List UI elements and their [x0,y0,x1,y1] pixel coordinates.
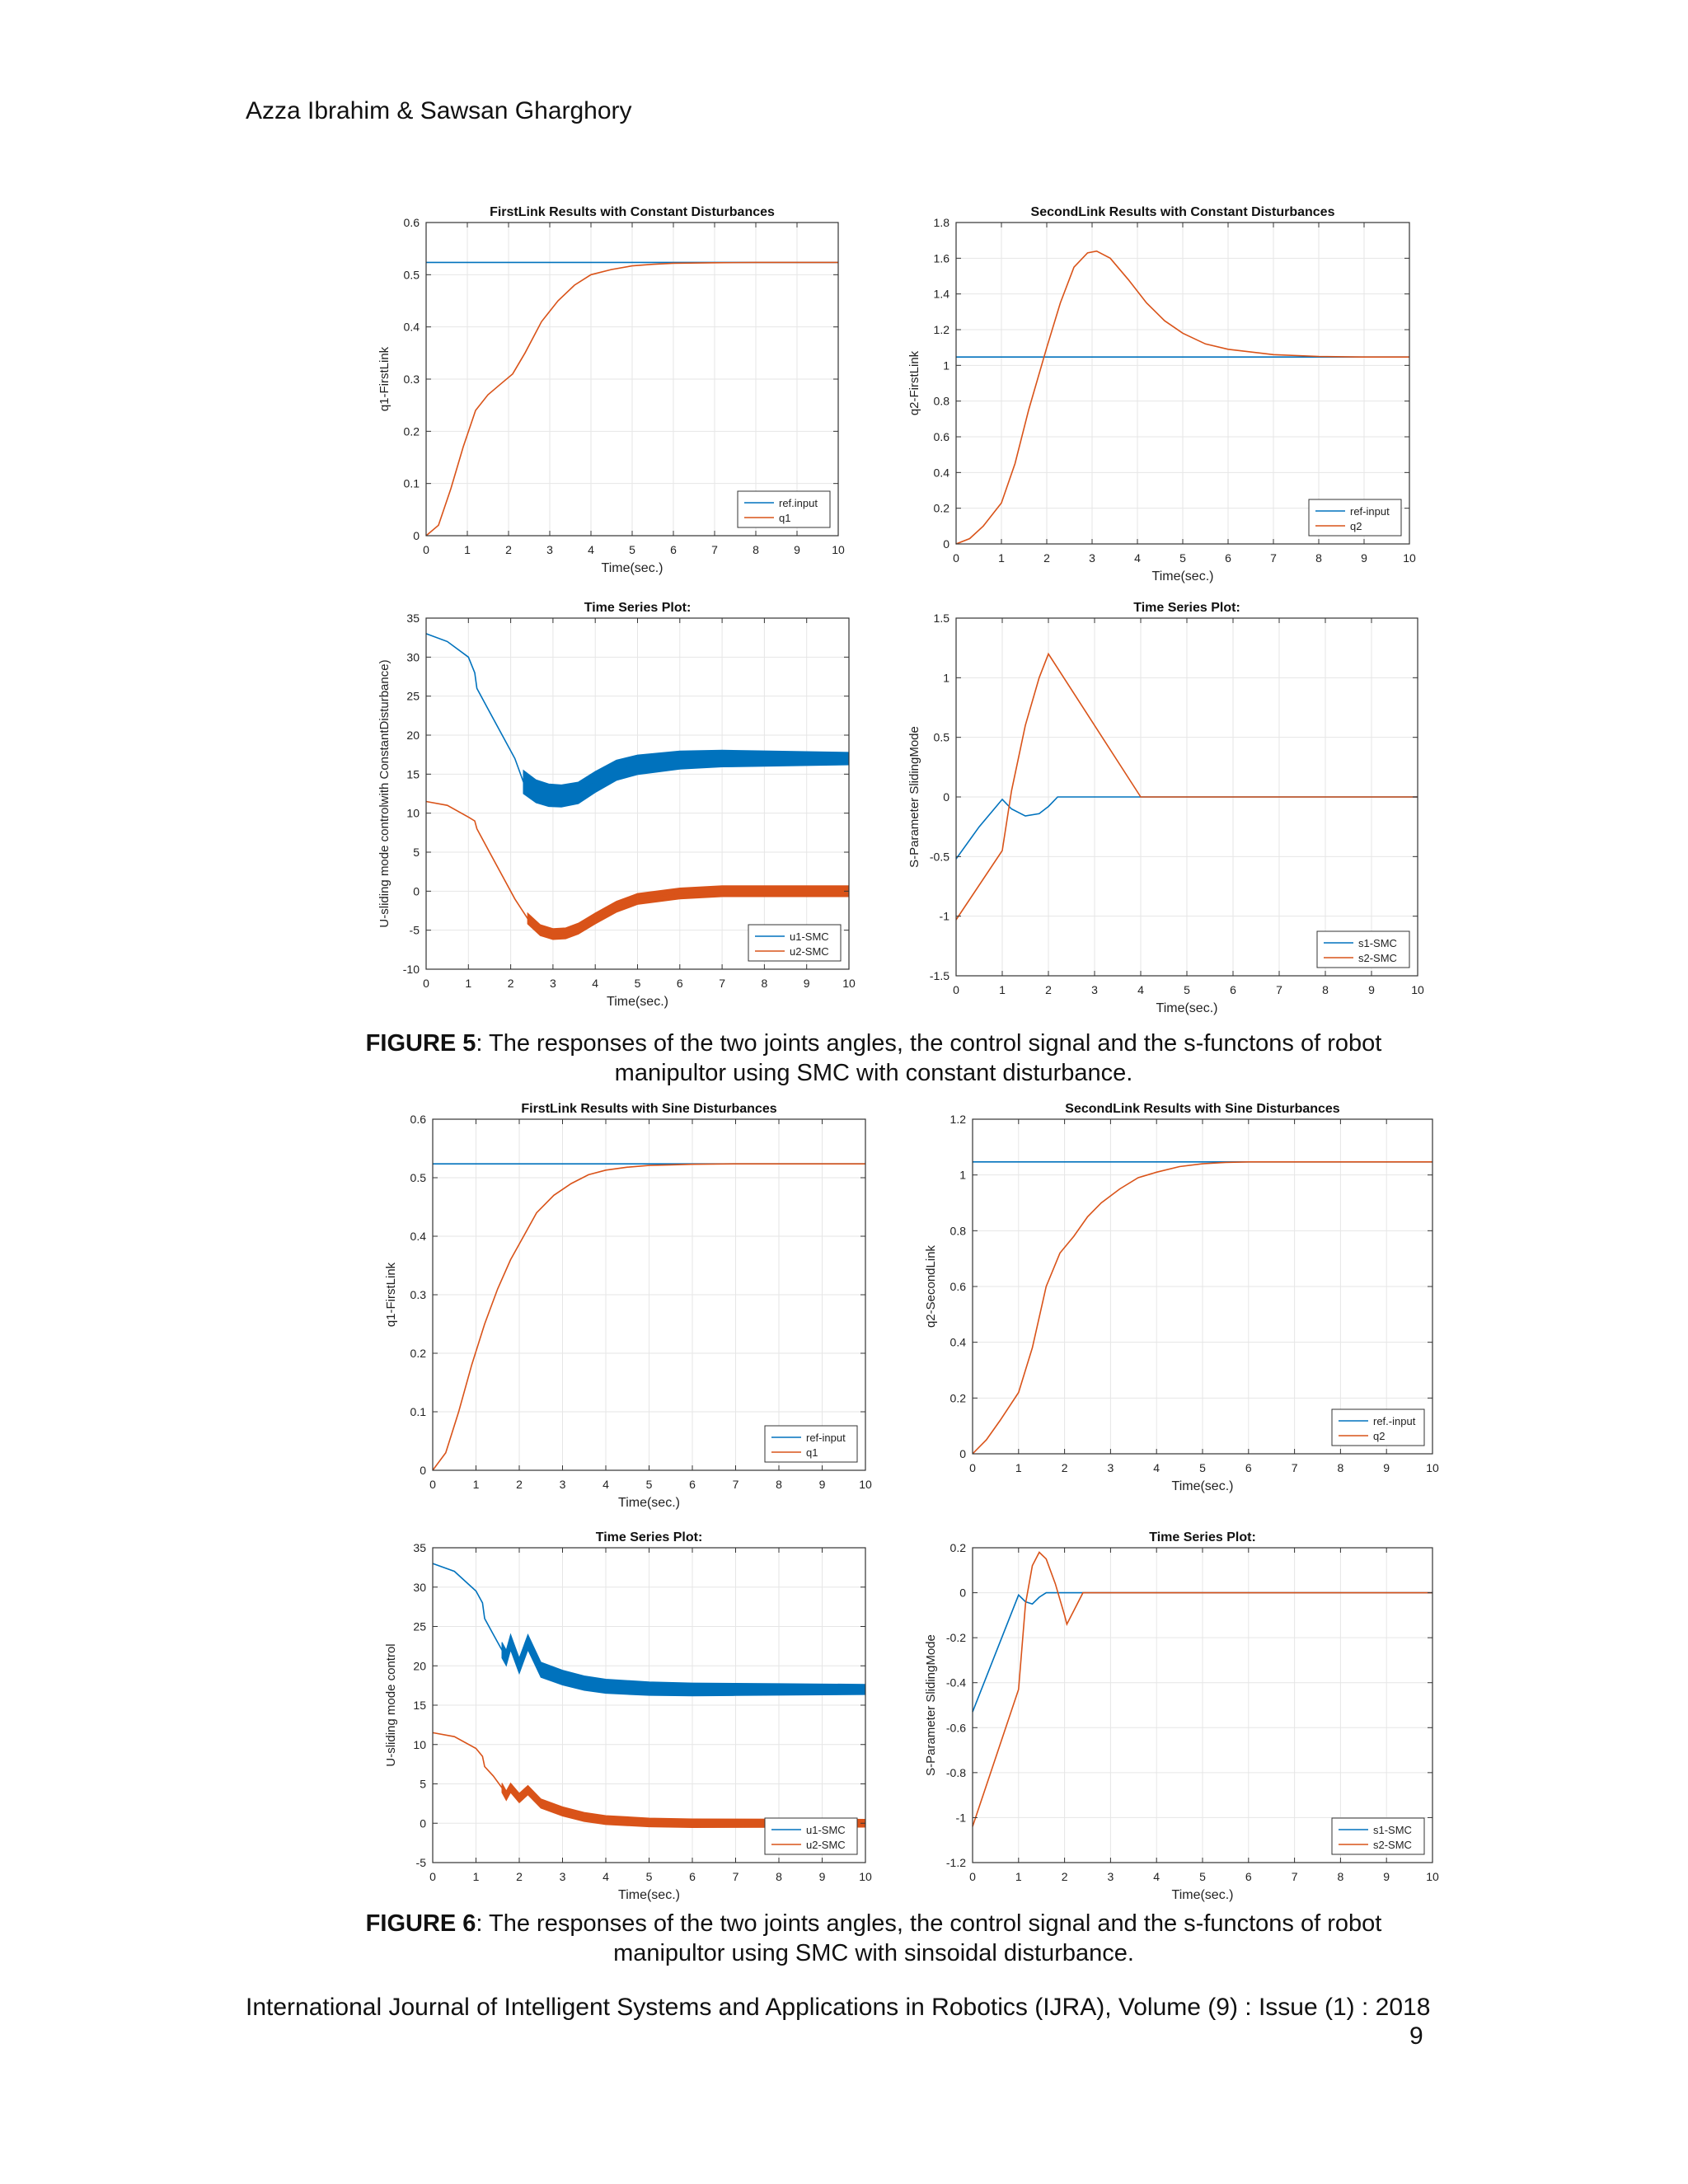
chart-svg [923,1098,1451,1526]
x-tick-label: 5 [1199,1870,1206,1883]
y-tick-label: 0.4 [403,320,420,334]
x-tick-label: 4 [588,543,594,556]
legend [1332,1409,1424,1446]
chart-title: FirstLink Results with Constant Disturbances [490,205,775,219]
y-tick-label: 0.6 [403,216,420,229]
chart-secondlink-sine [923,1098,1451,1526]
chart-title: FirstLink Results with Sine Disturbances [521,1102,777,1116]
x-tick-label: 4 [1134,551,1141,565]
y-tick-label: 0.5 [403,268,420,282]
y-tick-label: 0.2 [950,1541,966,1554]
x-tick-label: 0 [969,1461,976,1474]
y-tick-label: -0.8 [945,1765,966,1779]
page-number: 9 [1409,2022,1423,2050]
y-tick-label: 25 [406,689,420,703]
chart-svg [375,1098,903,1526]
x-tick-label: 5 [1199,1461,1206,1474]
y-tick-label: -1.2 [945,1856,966,1869]
y-tick-label: 0.3 [410,1288,426,1301]
x-tick-label: 10 [832,543,845,556]
figure-5-text: : The responses of the two joints angles, the control signal and the s-functons of robot manipultor using SMC with constant disturbance. [476,1030,1382,1086]
x-tick-label: 8 [753,543,759,556]
x-tick-label: 1 [999,983,1006,996]
x-tick-label: 3 [1089,551,1095,565]
chart-secondlink-constant [907,201,1434,597]
chart-title: SecondLink Results with Constant Disturbances [1030,205,1335,219]
chart-title: Time Series Plot: [1149,1530,1256,1544]
x-tick-label: 4 [1153,1461,1160,1474]
y-tick-label: 0.5 [410,1171,426,1184]
x-tick-label: 1 [998,551,1005,565]
y-tick-label: -5 [415,1856,426,1869]
x-tick-label: 5 [1179,551,1186,565]
legend [1317,931,1409,968]
x-axis-label: Time(sec.) [601,561,663,575]
y-tick-label: 0.3 [403,373,420,386]
x-tick-label: 8 [761,977,768,990]
y-tick-label: 1.8 [933,216,950,229]
chart-title: Time Series Plot: [1133,601,1240,615]
y-tick-label: -0.5 [929,850,950,864]
x-tick-label: 2 [516,1478,523,1491]
x-tick-label: 2 [1045,983,1052,996]
y-tick-label: 0 [943,790,950,804]
y-axis-label: q2-FirstLink [907,350,921,416]
y-tick-label: 35 [413,1541,426,1554]
x-tick-label: 3 [1091,983,1098,996]
y-axis-label: q1-FirstLink [384,1262,398,1328]
legend-label: s1-SMC [1373,1824,1412,1836]
y-tick-label: 20 [413,1659,426,1673]
legend-label: q2 [1373,1430,1386,1442]
x-axis-label: Time(sec.) [1171,1479,1234,1493]
x-tick-label: 6 [1245,1461,1252,1474]
x-tick-label: 8 [1337,1870,1344,1883]
y-tick-label: 0.5 [933,730,950,744]
legend-label: u1-SMC [790,930,829,943]
legend-label: ref.-input [1373,1415,1416,1427]
y-tick-label: 1 [943,359,950,373]
x-tick-label: 7 [732,1478,739,1491]
x-tick-label: 6 [676,977,683,990]
legend [748,925,841,961]
chart-svg [375,1526,903,1914]
y-tick-label: 1.2 [933,323,950,336]
x-axis-label: Time(sec.) [1171,1888,1234,1902]
x-tick-label: 5 [645,1478,653,1491]
y-tick-label: -1.5 [929,969,950,982]
figure-6-text: : The responses of the two joints angles, the control signal and the s-functons of robot manipultor using SMC with sinsoidal disturbance. [476,1910,1382,1966]
x-tick-label: 7 [1291,1461,1298,1474]
x-tick-label: 4 [603,1478,609,1491]
journal-footer: International Journal of Intelligent Systems and Applications in Robotics (IJRA), Volume (9) : Issue (1) : 2018 [246,1994,1431,2021]
legend-label: u2-SMC [790,945,829,958]
x-tick-label: 0 [423,543,429,556]
y-tick-label: 0 [959,1447,966,1460]
y-tick-label: 0.6 [410,1113,426,1126]
legend-label: q1 [779,512,791,524]
y-axis-label: U-sliding mode control [384,1643,398,1767]
x-tick-label: 7 [711,543,718,556]
x-tick-label: 9 [818,1870,826,1883]
y-tick-label: 25 [413,1619,426,1633]
x-tick-label: 9 [1383,1870,1390,1883]
y-tick-label: -0.6 [945,1721,966,1735]
y-axis-label: S-Parameter SlidingMode [924,1634,938,1776]
legend [765,1426,857,1462]
chart-control-signal-sine [375,1526,903,1914]
x-tick-label: 8 [1337,1461,1344,1474]
x-tick-label: 2 [516,1870,523,1883]
y-axis-label: S-Parameter SlidingMode [907,726,921,868]
y-tick-label: 0 [420,1464,426,1477]
x-tick-label: 4 [603,1870,609,1883]
figure-5-label: FIGURE 5 [365,1030,476,1057]
legend-label: s1-SMC [1358,937,1397,949]
x-tick-label: 6 [689,1870,696,1883]
x-tick-label: 2 [505,543,512,556]
chart-svg [375,201,870,575]
legend-label: s2-SMC [1358,952,1397,964]
chart-svg [923,1526,1451,1914]
y-tick-label: 1.4 [933,287,950,301]
x-tick-label: 6 [670,543,677,556]
x-tick-label: 3 [1107,1461,1114,1474]
x-tick-label: 8 [1315,551,1322,565]
x-axis-label: Time(sec.) [1151,569,1214,583]
x-tick-label: 0 [953,983,959,996]
y-tick-label: 0 [420,1816,426,1830]
y-tick-label: -0.4 [945,1675,966,1690]
x-tick-label: 9 [1368,983,1375,996]
x-tick-label: 0 [969,1870,976,1883]
x-tick-label: 1 [472,1870,480,1883]
y-tick-label: 0 [959,1586,966,1600]
x-tick-label: 6 [689,1478,696,1491]
x-axis-label: Time(sec.) [607,995,668,1009]
y-tick-label: -1 [939,909,950,923]
x-tick-label: 1 [464,543,471,556]
y-tick-label: 0.6 [933,430,950,443]
y-tick-label: 0.4 [410,1230,426,1243]
chart-title: Time Series Plot: [595,1530,703,1544]
x-tick-label: 9 [1361,551,1367,565]
y-tick-label: 1.5 [933,612,950,625]
x-tick-label: 3 [1107,1870,1114,1883]
x-tick-label: 4 [1153,1870,1160,1883]
x-tick-label: 7 [732,1870,739,1883]
legend-label: s2-SMC [1373,1839,1412,1851]
x-tick-label: 5 [1184,983,1190,996]
y-tick-label: 5 [413,846,420,859]
figure-5-caption [330,1029,1418,1088]
legend-label: q1 [806,1446,818,1459]
legend-label: u1-SMC [806,1824,846,1836]
y-tick-label: 0.2 [403,424,420,438]
chart-title: Time Series Plot: [584,601,692,615]
x-tick-label: 2 [507,977,514,990]
x-tick-label: 5 [629,543,635,556]
y-tick-label: 10 [406,806,420,820]
x-tick-label: 9 [794,543,800,556]
y-tick-label: 5 [420,1777,426,1791]
y-tick-label: 20 [406,729,420,742]
chart-svg [907,201,1434,597]
legend-label: ref-input [1350,505,1390,518]
y-tick-label: 0.8 [933,394,950,408]
y-tick-label: 0.8 [950,1224,966,1238]
y-tick-label: 1 [959,1168,966,1182]
y-tick-label: 0 [413,529,420,542]
chart-firstlink-sine [375,1098,903,1526]
x-tick-label: 5 [645,1870,653,1883]
y-tick-label: 0.2 [933,501,950,515]
legend-label: ref-input [806,1432,846,1444]
x-tick-label: 6 [1245,1870,1252,1883]
y-tick-label: -0.2 [945,1631,966,1645]
legend [738,491,830,527]
y-axis-label: U-sliding mode controlwith ConstantDisturbance) [377,659,392,928]
x-tick-label: 6 [1230,983,1236,996]
chart-sliding-surface-sine [923,1526,1451,1914]
x-tick-label: 0 [423,977,429,990]
y-tick-label: 1 [943,671,950,685]
y-tick-label: 0 [943,537,950,551]
x-tick-label: 4 [592,977,599,990]
x-tick-label: 8 [1322,983,1329,996]
x-tick-label: 5 [634,977,641,990]
y-tick-label: 30 [413,1580,426,1594]
legend [1332,1818,1424,1854]
x-tick-label: 1 [465,977,472,990]
x-tick-label: 7 [1291,1870,1298,1883]
x-tick-label: 8 [776,1478,782,1491]
legend [1309,499,1401,536]
y-tick-label: 1.6 [933,251,950,265]
y-tick-label: 0 [413,884,420,898]
y-tick-label: 1.2 [950,1113,966,1126]
chart-firstlink-constant [375,201,870,575]
x-tick-label: 2 [1043,551,1050,565]
y-tick-label: 15 [406,767,420,781]
chart-sliding-surface-constant [907,597,1434,1025]
running-header: Azza Ibrahim & Sawsan Gharghory [246,97,632,124]
x-tick-label: 0 [429,1478,436,1491]
y-tick-label: 0.4 [950,1335,966,1349]
y-tick-label: 30 [406,650,420,664]
x-tick-label: 1 [1015,1461,1022,1474]
y-axis-label: q2-SecondLink [924,1244,938,1329]
x-tick-label: 10 [859,1478,872,1491]
x-tick-label: 9 [803,977,810,990]
y-tick-label: 0.1 [410,1405,426,1418]
x-tick-label: 3 [559,1870,566,1883]
x-axis-label: Time(sec.) [1156,1001,1218,1015]
y-tick-label: 0.2 [950,1391,966,1405]
chart-svg [375,597,870,1025]
y-tick-label: -5 [409,923,420,937]
y-axis-label: q1-FirstLink [377,346,392,412]
x-tick-label: 1 [472,1478,480,1491]
x-tick-label: 9 [818,1478,826,1491]
x-tick-label: 0 [953,551,959,565]
y-tick-label: -10 [402,963,420,976]
x-tick-label: 7 [719,977,725,990]
x-tick-label: 4 [1137,983,1144,996]
chart-control-signal-constant [375,597,870,1025]
y-tick-label: 0.6 [950,1280,966,1293]
x-tick-label: 7 [1270,551,1277,565]
x-tick-label: 10 [1403,551,1416,565]
y-tick-label: 15 [413,1699,426,1712]
x-tick-label: 10 [859,1870,872,1883]
y-tick-label: 0.2 [410,1347,426,1360]
x-tick-label: 3 [550,977,556,990]
x-tick-label: 3 [559,1478,566,1491]
figure-6-label: FIGURE 6 [365,1910,476,1937]
legend [765,1818,857,1854]
x-tick-label: 1 [1015,1870,1022,1883]
y-tick-label: 10 [413,1737,426,1751]
x-tick-label: 0 [429,1870,436,1883]
x-tick-label: 2 [1061,1870,1068,1883]
x-tick-label: 7 [1276,983,1282,996]
x-tick-label: 2 [1061,1461,1068,1474]
legend-label: q2 [1350,520,1362,532]
x-axis-label: Time(sec.) [618,1888,680,1902]
x-tick-label: 6 [1225,551,1231,565]
y-tick-label: 0.4 [933,466,950,480]
chart-title: SecondLink Results with Sine Disturbances [1065,1102,1340,1116]
x-tick-label: 10 [1411,983,1424,996]
x-tick-label: 10 [1426,1461,1439,1474]
x-tick-label: 8 [776,1870,782,1883]
x-tick-label: 3 [546,543,553,556]
x-axis-label: Time(sec.) [618,1496,680,1510]
y-tick-label: 35 [406,612,420,625]
x-tick-label: 10 [842,977,856,990]
legend-label: ref.input [779,497,818,509]
y-tick-label: 0.1 [403,476,420,490]
figure-6-caption [330,1909,1418,1968]
x-tick-label: 10 [1426,1870,1439,1883]
x-tick-label: 9 [1383,1461,1390,1474]
legend-label: u2-SMC [806,1839,846,1851]
y-tick-label: -1 [955,1811,966,1825]
chart-svg [907,597,1434,1025]
